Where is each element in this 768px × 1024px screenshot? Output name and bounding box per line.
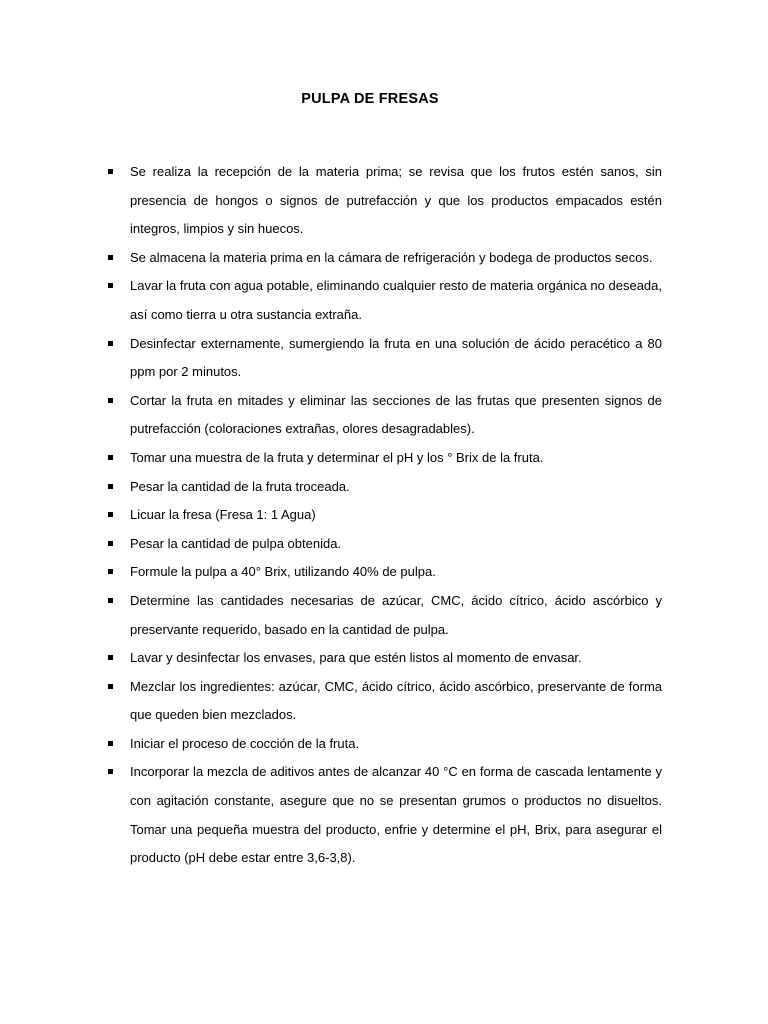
procedure-step — [106, 501, 662, 530]
square-bullet-icon — [108, 741, 113, 746]
procedure-step-text: Lavar la fruta con agua potable, eliminando cualquier resto de materia orgánica no deseada, así como tierra u otra sustancia extraña. — [130, 278, 662, 322]
square-bullet-icon — [108, 512, 113, 517]
procedure-step-text: Pesar la cantidad de la fruta troceada. — [130, 478, 350, 494]
square-bullet-icon — [108, 598, 113, 603]
procedure-step-text: Iniciar el proceso de cocción de la fruta. — [130, 735, 360, 751]
procedure-step — [106, 330, 662, 387]
document-title: PULPA DE FRESAS — [301, 91, 439, 107]
procedure-step — [106, 730, 662, 759]
square-bullet-icon — [108, 769, 113, 774]
procedure-step-text: Se realiza la recepción de la materia prima; se revisa que los frutos estén sanos, sin presencia de hongos o signos de putrefacción y que los productos empacados estén integros, limpios y sin huecos. — [130, 164, 662, 237]
square-bullet-icon — [108, 455, 113, 460]
procedure-step — [106, 473, 662, 502]
procedure-step-text: Licuar la fresa (Fresa 1: 1 Agua) — [130, 507, 316, 523]
procedure-step — [106, 272, 662, 329]
procedure-step — [106, 587, 662, 644]
procedure-step-text: Tomar una muestra de la fruta y determinar el pH y los ° Brix de la fruta. — [130, 449, 544, 465]
square-bullet-icon — [108, 484, 113, 489]
square-bullet-icon — [108, 684, 113, 689]
procedure-step-text: Determine las cantidades necesarias de azúcar, CMC, ácido cítrico, ácido ascórbico y preservante requerido, basado en la cantidad de pulpa. — [130, 592, 662, 637]
square-bullet-icon — [108, 169, 113, 174]
procedure-step — [106, 558, 662, 587]
procedure-step-text: Se almacena la materia prima en la cámara de refrigeración y bodega de productos secos. — [130, 249, 653, 265]
procedure-step — [106, 644, 662, 673]
procedure-step — [106, 444, 662, 473]
procedure-step-text: Formule la pulpa a 40° Brix, utilizando 40% de pulpa. — [130, 564, 436, 580]
square-bullet-icon — [108, 255, 113, 260]
procedure-step-text: Incorporar la mezcla de aditivos antes de alcanzar 40 °C en forma de cascada lentamente y con agitación constante, asegure que no se presentan grumos o productos no disueltos. Tomar una pequeña muestra del producto, enfrie y determine el pH, Brix, para asegurar el producto (pH debe estar entre 3,6-3,8). — [130, 764, 662, 866]
procedure-step — [106, 530, 662, 559]
procedure-step — [106, 758, 662, 872]
square-bullet-icon — [108, 283, 113, 288]
procedure-step — [106, 244, 662, 273]
square-bullet-icon — [108, 541, 113, 546]
procedure-step — [106, 158, 662, 244]
procedure-step-text: Pesar la cantidad de pulpa obtenida. — [130, 535, 342, 551]
procedure-step — [106, 673, 662, 730]
procedure-step-text: Desinfectar externamente, sumergiendo la fruta en una solución de ácido peracético a 80 ppm por 2 minutos. — [130, 335, 662, 380]
square-bullet-icon — [108, 655, 113, 660]
procedure-step-text: Cortar la fruta en mitades y eliminar las secciones de las frutas que presenten signos de putrefacción (coloraciones extrañas, olores desagradables). — [130, 392, 662, 437]
procedure-step-text: Lavar y desinfectar los envases, para que estén listos al momento de envasar. — [130, 650, 582, 666]
square-bullet-icon — [108, 569, 113, 574]
square-bullet-icon — [108, 341, 113, 346]
procedure-step-text: Mezclar los ingredientes: azúcar, CMC, ácido cítrico, ácido ascórbico, preservante de forma que queden bien mezclados. — [130, 678, 662, 723]
square-bullet-icon — [108, 398, 113, 403]
procedure-step — [106, 387, 662, 444]
procedure-step-list — [106, 158, 662, 873]
